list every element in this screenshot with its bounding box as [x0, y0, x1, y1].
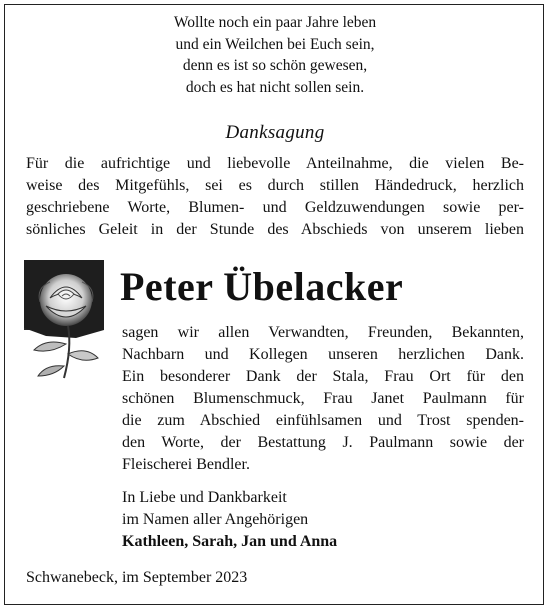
thanks-line: Nachbarn und Kollegen unseren herzlichen Dank.: [122, 346, 524, 363]
thanks-line: die zum Abschied einfühlsamen und Trost spenden-: [122, 412, 524, 429]
thanks-line: Fleischerei Bendler.: [122, 456, 250, 473]
thanks-line: den Worte, der Bestattung J. Paulmann sowie der: [122, 434, 524, 451]
closing-line: im Namen aller Angehörigen: [122, 511, 309, 528]
deceased-name: Peter Übelacker: [120, 264, 404, 309]
intro-line: weise des Mitgefühls, sei es durch stillen Händedruck, herzlich: [26, 177, 524, 194]
thanks-line: Ein besonderer Dank der Stala, Frau Ort für den: [122, 368, 524, 385]
poem-line: denn es ist so schön gewesen,: [182, 57, 368, 74]
closing: [122, 487, 337, 553]
thanks-paragraph: [122, 322, 524, 476]
intro-line: geschriebene Worte, Blumen- und Geldzuwendungen sowie per-: [26, 199, 524, 216]
poem-line: Wollte noch ein paar Jahre leben: [173, 14, 377, 31]
poem-line: doch es hat nicht sollen sein.: [185, 78, 365, 96]
thanks-line: schönen Blumenschmuck, Frau Janet Paulmann für: [122, 390, 524, 407]
rose-icon: [16, 258, 110, 382]
family-names: Kathleen, Sarah, Jan und Anna: [122, 533, 338, 550]
closing-line: In Liebe und Dankbarkeit: [122, 489, 287, 506]
thanks-line: sagen wir allen Verwandten, Freunden, Bekannten,: [122, 324, 524, 341]
heading: Danksagung: [225, 122, 325, 143]
intro-line: sönliches Geleit in der Stunde des Abschieds von unserem lieben: [26, 221, 524, 238]
poem-line: und ein Weilchen bei Euch sein,: [175, 35, 375, 53]
poem: [0, 12, 550, 98]
intro-line: Für die aufrichtige und liebevolle Anteilnahme, die vielen Be-: [26, 155, 524, 172]
intro-paragraph: [26, 153, 524, 241]
place-date: Schwanebeck, im September 2023: [26, 569, 248, 586]
